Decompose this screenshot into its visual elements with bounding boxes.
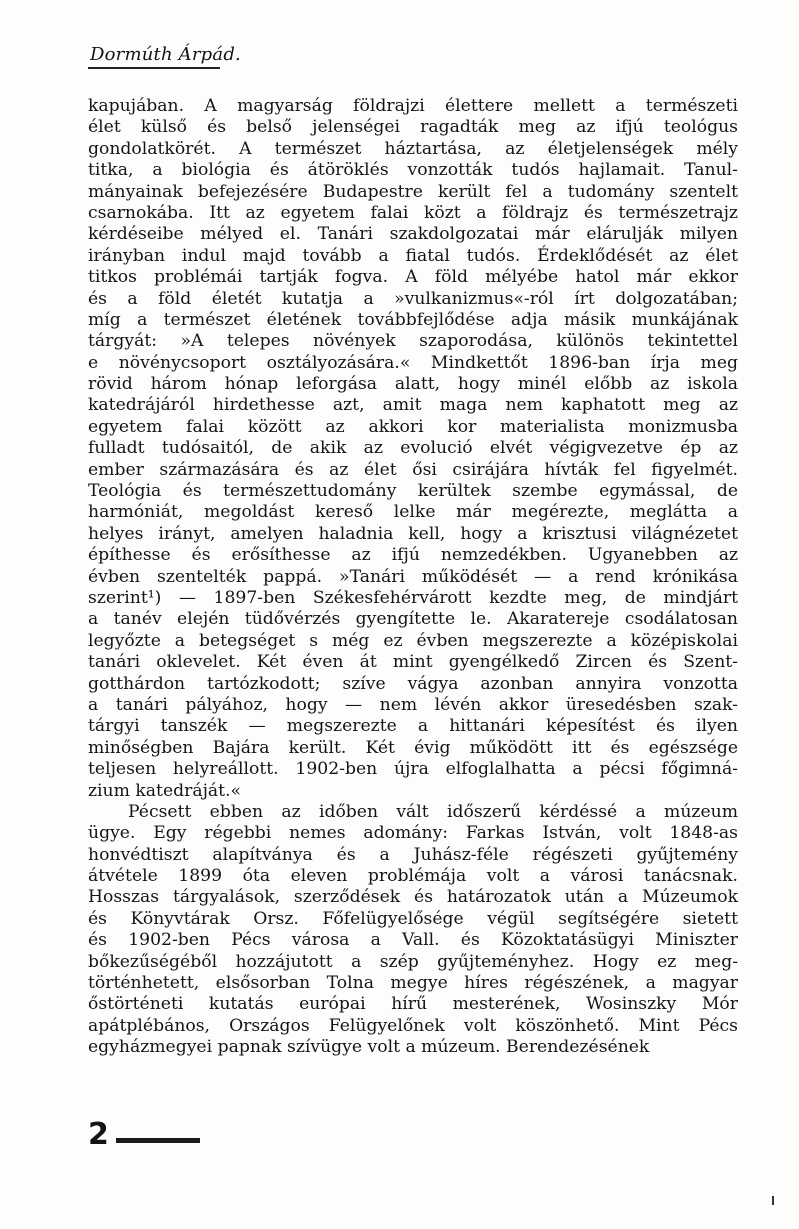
text-line: tárgyát: »A telepes növények szaporodása, különös tekintettel <box>88 331 738 352</box>
text-line: e növénycsoport osztályozására.« Mindkettőt 1896-ban írja meg <box>88 352 738 373</box>
text-line: honvédtiszt alapítványa és a Juhász-féle régészeti gyűjtemény <box>88 844 738 865</box>
text-line: és 1902-ben Pécs városa a Vall. és Közoktatásügyi Miniszter <box>88 930 738 951</box>
text-line: Hosszas tárgyalások, szerződések és határozatok után a Múzeumok <box>88 887 738 908</box>
text-line: katedrájáról hirdethesse azt, amit maga nem kaphatott meg az <box>88 395 738 416</box>
text-line: teljesen helyreállott. 1902-ben újra elfoglalhatta a pécsi főgimná- <box>88 759 738 780</box>
text-line: és a föld életét kutatja a »vulkanizmus«-ról írt dolgozatában; <box>88 288 738 309</box>
text-line: egyházmegyei papnak szívügye volt a múzeum. Berendezésének <box>88 1037 650 1058</box>
text-line: Pécsett ebben az időben vált időszerű kérdéssé a múzeum <box>128 801 738 822</box>
text-line: és Könyvtárak Orsz. Főfelügyelősége végül segítségére sietett <box>88 908 738 929</box>
text-line: gondolatkörét. A természet háztartása, az életjelenségek mély <box>88 138 738 159</box>
text-line: bőkezűségéből hozzájutott a szép gyűjteményhez. Hogy ez meg- <box>88 951 738 972</box>
text-line: fulladt tudósaitól, de akik az evolució elvét végigvezetve ép az <box>88 438 738 459</box>
text-line: a tanári pályához, hogy — nem lévén akkor üresedésben szak- <box>88 694 738 715</box>
text-line: legyőzte a betegséget s még ez évben megszerezte a középiskolai <box>88 630 738 651</box>
text-line: szerint¹) — 1897-ben Székesfehérvárott kezdte meg, de mindjárt <box>88 587 738 608</box>
footer-rule <box>116 1138 200 1143</box>
text-line: átvétele 1899 óta eleven problémája volt a városi tanácsnak. <box>88 866 738 887</box>
text-line: minőségben Bajára került. Két évig működött itt és egészsége <box>88 737 738 758</box>
running-header-author: Dormúth Árpád. <box>90 44 241 65</box>
header-underline <box>88 67 220 69</box>
print-speck <box>772 1196 774 1205</box>
text-line: ember származására és az élet ősi csirájára hívták fel figyelmét. <box>88 459 738 480</box>
text-line: történhetett, elsősorban Tolna megye híres régészének, a magyar <box>88 973 738 994</box>
text-line: tárgyi tanszék — megszerezte a hittanári képesítést és ilyen <box>88 716 738 737</box>
text-line: harmóniát, megoldást kereső lelke már megérezte, meglátta a <box>88 502 738 523</box>
text-line: ügye. Egy régebbi nemes adomány: Farkas István, volt 1848-as <box>88 823 738 844</box>
text-line: apátplébános, Országos Felügyelőnek volt köszönhető. Mint Pécs <box>88 1015 738 1036</box>
text-line: egyetem falai között az akkori kor materialista monizmusba <box>88 416 738 437</box>
page-number: 2 <box>88 1117 109 1152</box>
text-line: kapujában. A magyarság földrajzi élettere mellett a természeti <box>88 96 738 116</box>
text-line: építhesse és erősíthesse az ifjú nemzedékben. Ugyanebben az <box>88 545 738 566</box>
text-line: a tanév elején tüdővérzés gyengítette le. Akaratereje csodálatosan <box>88 609 738 630</box>
text-line: rövid három hónap leforgása alatt, hogy minél előbb az iskola <box>88 374 738 395</box>
text-line: kérdéseibe mélyed el. Tanári szakdolgozatai már elárulják milyen <box>88 224 738 245</box>
text-line: élet külső és belső jelenségei ragadták meg az ifjú teológus <box>88 117 738 138</box>
text-line: gotthárdon tartózkodott; szíve vágya azonban annyira vonzotta <box>88 673 738 694</box>
text-line: tanári oklevelet. Két éven át mint gyengélkedő Zircen és Szent- <box>88 652 738 673</box>
text-line: Teológia és természettudomány kerültek szembe egymással, de <box>88 481 738 502</box>
text-line: őstörténeti kutatás európai hírű mesterének, Wosinszky Mór <box>88 994 738 1015</box>
text-line: mányainak befejezésére Budapestre került fel a tudomány szentelt <box>88 181 738 202</box>
text-line: helyes irányt, amelyen haladnia kell, hogy a krisztusi világnézetet <box>88 523 738 544</box>
text-line: csarnokába. Itt az egyetem falai közt a földrajz és természetrajz <box>88 202 738 223</box>
text-line: zium katedráját.« <box>88 780 242 801</box>
text-line: titkos problémái tartják fogva. A föld mélyébe hatol már ekkor <box>88 267 738 288</box>
body-text <box>88 96 738 1059</box>
text-line: míg a természet életének továbbfejlődése adja másik munkájának <box>88 309 738 330</box>
text-line: irányban indul majd tovább a fiatal tudós. Érdeklődését az élet <box>88 245 738 266</box>
text-line: titka, a biológia és átöröklés vonzották tudós hajlamait. Tanul- <box>88 160 738 181</box>
text-line: évben szentelték pappá. »Tanári működését — a rend krónikása <box>88 566 738 587</box>
